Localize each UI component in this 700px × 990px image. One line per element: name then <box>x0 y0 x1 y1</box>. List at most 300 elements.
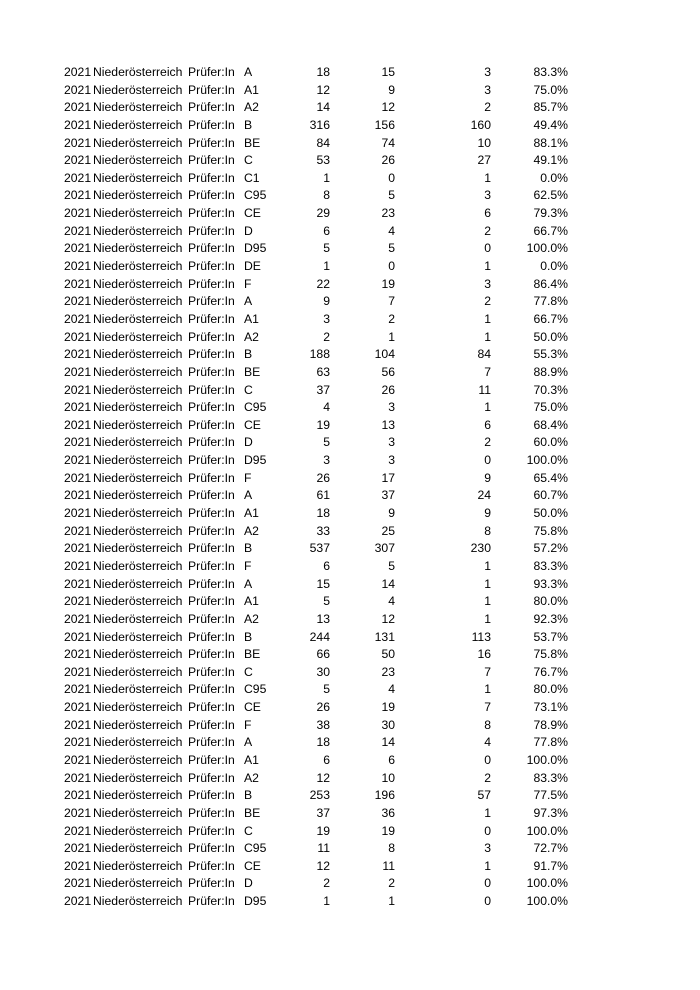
passed-count-cell: 5 <box>388 558 395 573</box>
region-cell: Niederösterreich <box>93 329 183 344</box>
failed-count-cell: 0 <box>484 823 491 838</box>
region-cell: Niederösterreich <box>93 488 183 503</box>
licence-class-cell: B <box>244 629 253 644</box>
passed-count-cell: 14 <box>381 735 395 750</box>
total-count-cell: 5 <box>323 435 330 450</box>
licence-class-cell: F <box>244 276 252 291</box>
region-cell: Niederösterreich <box>93 611 183 626</box>
table-row <box>0 734 700 752</box>
role-cell: Prüfer:In <box>188 664 235 679</box>
region-cell: Niederösterreich <box>93 135 183 150</box>
passed-count-cell: 15 <box>381 65 395 79</box>
year-cell: 2021 <box>64 841 92 856</box>
year-cell: 2021 <box>64 347 92 362</box>
passed-count-cell: 30 <box>381 717 395 732</box>
passed-count-cell: 17 <box>381 470 395 485</box>
table-row <box>0 593 700 611</box>
table-row <box>0 505 700 523</box>
role-cell: Prüfer:In <box>188 223 235 238</box>
region-cell: Niederösterreich <box>93 382 183 397</box>
table-row <box>0 558 700 576</box>
region-cell: Niederösterreich <box>93 65 183 79</box>
pass-rate-cell: 97.3% <box>533 805 568 820</box>
table-row <box>0 629 700 647</box>
failed-count-cell: 7 <box>484 700 491 715</box>
table-row <box>0 523 700 541</box>
total-count-cell: 8 <box>323 188 330 203</box>
year-cell: 2021 <box>64 170 92 185</box>
total-count-cell: 66 <box>316 647 330 662</box>
failed-count-cell: 27 <box>477 153 491 168</box>
table-row <box>0 646 700 664</box>
pass-rate-cell: 88.9% <box>533 364 568 379</box>
total-count-cell: 84 <box>316 135 330 150</box>
failed-count-cell: 3 <box>484 65 491 79</box>
pass-rate-cell: 53.7% <box>533 629 568 644</box>
role-cell: Prüfer:In <box>188 770 235 785</box>
passed-count-cell: 50 <box>381 647 395 662</box>
total-count-cell: 37 <box>316 805 330 820</box>
year-cell: 2021 <box>64 488 92 503</box>
licence-class-cell: A1 <box>244 594 259 609</box>
table-row <box>0 293 700 311</box>
role-cell: Prüfer:In <box>188 558 235 573</box>
table-row <box>0 823 700 841</box>
pass-rate-cell: 72.7% <box>533 841 568 856</box>
role-cell: Prüfer:In <box>188 576 235 591</box>
table-row <box>0 840 700 858</box>
region-cell: Niederösterreich <box>93 311 183 326</box>
failed-count-cell: 6 <box>484 206 491 221</box>
year-cell: 2021 <box>64 364 92 379</box>
failed-count-cell: 9 <box>484 470 491 485</box>
year-cell: 2021 <box>64 788 92 803</box>
year-cell: 2021 <box>64 752 92 767</box>
role-cell: Prüfer:In <box>188 329 235 344</box>
passed-count-cell: 19 <box>381 823 395 838</box>
total-count-cell: 26 <box>316 470 330 485</box>
passed-count-cell: 307 <box>374 541 395 556</box>
total-count-cell: 13 <box>316 611 330 626</box>
total-count-cell: 33 <box>316 523 330 538</box>
total-count-cell: 5 <box>323 241 330 256</box>
passed-count-cell: 6 <box>388 752 395 767</box>
failed-count-cell: 8 <box>484 523 491 538</box>
total-count-cell: 3 <box>323 453 330 468</box>
table-row <box>0 346 700 364</box>
year-cell: 2021 <box>64 735 92 750</box>
licence-class-cell: D95 <box>244 453 267 468</box>
region-cell: Niederösterreich <box>93 894 183 909</box>
failed-count-cell: 1 <box>484 576 491 591</box>
region-cell: Niederösterreich <box>93 470 183 485</box>
year-cell: 2021 <box>64 594 92 609</box>
pass-rate-cell: 100.0% <box>526 876 568 891</box>
total-count-cell: 61 <box>316 488 330 503</box>
region-cell: Niederösterreich <box>93 858 183 873</box>
table-row <box>0 170 700 188</box>
passed-count-cell: 13 <box>381 417 395 432</box>
year-cell: 2021 <box>64 629 92 644</box>
year-cell: 2021 <box>64 117 92 132</box>
licence-class-cell: C <box>244 823 253 838</box>
table-row <box>0 399 700 417</box>
pass-rate-cell: 93.3% <box>533 576 568 591</box>
year-cell: 2021 <box>64 823 92 838</box>
licence-class-cell: C95 <box>244 841 267 856</box>
licence-class-cell: C95 <box>244 400 267 415</box>
pass-rate-cell: 80.0% <box>533 682 568 697</box>
year-cell: 2021 <box>64 241 92 256</box>
total-count-cell: 19 <box>316 417 330 432</box>
passed-count-cell: 4 <box>388 223 395 238</box>
region-cell: Niederösterreich <box>93 400 183 415</box>
passed-count-cell: 10 <box>381 770 395 785</box>
year-cell: 2021 <box>64 311 92 326</box>
table-row <box>0 99 700 117</box>
table-row <box>0 540 700 558</box>
passed-count-cell: 7 <box>388 294 395 309</box>
region-cell: Niederösterreich <box>93 841 183 856</box>
licence-class-cell: B <box>244 788 253 803</box>
pass-rate-cell: 75.0% <box>533 400 568 415</box>
licence-class-cell: A <box>244 735 253 750</box>
passed-count-cell: 19 <box>381 276 395 291</box>
role-cell: Prüfer:In <box>188 82 235 97</box>
total-count-cell: 4 <box>323 400 330 415</box>
failed-count-cell: 1 <box>484 311 491 326</box>
licence-class-cell: A2 <box>244 329 259 344</box>
total-count-cell: 1 <box>323 894 330 909</box>
failed-count-cell: 1 <box>484 805 491 820</box>
region-cell: Niederösterreich <box>93 294 183 309</box>
total-count-cell: 30 <box>316 664 330 679</box>
failed-count-cell: 160 <box>470 117 491 132</box>
table-row <box>0 770 700 788</box>
failed-count-cell: 16 <box>477 647 491 662</box>
passed-count-cell: 9 <box>388 506 395 521</box>
failed-count-cell: 2 <box>484 100 491 115</box>
year-cell: 2021 <box>64 435 92 450</box>
region-cell: Niederösterreich <box>93 453 183 468</box>
failed-count-cell: 84 <box>477 347 491 362</box>
passed-count-cell: 23 <box>381 206 395 221</box>
pass-rate-cell: 83.3% <box>533 770 568 785</box>
total-count-cell: 3 <box>323 311 330 326</box>
passed-count-cell: 3 <box>388 453 395 468</box>
licence-class-cell: F <box>244 470 252 485</box>
pass-rate-cell: 100.0% <box>526 453 568 468</box>
role-cell: Prüfer:In <box>188 858 235 873</box>
failed-count-cell: 230 <box>470 541 491 556</box>
total-count-cell: 253 <box>309 788 330 803</box>
role-cell: Prüfer:In <box>188 894 235 909</box>
year-cell: 2021 <box>64 470 92 485</box>
region-cell: Niederösterreich <box>93 788 183 803</box>
year-cell: 2021 <box>64 382 92 397</box>
region-cell: Niederösterreich <box>93 805 183 820</box>
passed-count-cell: 26 <box>381 153 395 168</box>
role-cell: Prüfer:In <box>188 400 235 415</box>
failed-count-cell: 3 <box>484 82 491 97</box>
year-cell: 2021 <box>64 294 92 309</box>
total-count-cell: 18 <box>316 735 330 750</box>
role-cell: Prüfer:In <box>188 417 235 432</box>
failed-count-cell: 1 <box>484 400 491 415</box>
total-count-cell: 188 <box>309 347 330 362</box>
passed-count-cell: 3 <box>388 435 395 450</box>
pass-rate-cell: 50.0% <box>533 506 568 521</box>
passed-count-cell: 56 <box>381 364 395 379</box>
table-row <box>0 470 700 488</box>
year-cell: 2021 <box>64 135 92 150</box>
total-count-cell: 11 <box>317 841 330 856</box>
failed-count-cell: 0 <box>484 894 491 909</box>
pass-rate-cell: 100.0% <box>526 823 568 838</box>
total-count-cell: 537 <box>309 541 330 556</box>
data-table <box>0 64 700 911</box>
role-cell: Prüfer:In <box>188 311 235 326</box>
failed-count-cell: 1 <box>484 594 491 609</box>
pass-rate-cell: 92.3% <box>533 611 568 626</box>
licence-class-cell: A1 <box>244 311 259 326</box>
passed-count-cell: 1 <box>388 894 395 909</box>
licence-class-cell: A2 <box>244 523 259 538</box>
total-count-cell: 5 <box>323 682 330 697</box>
table-row <box>0 417 700 435</box>
role-cell: Prüfer:In <box>188 435 235 450</box>
year-cell: 2021 <box>64 576 92 591</box>
region-cell: Niederösterreich <box>93 876 183 891</box>
licence-class-cell: A <box>244 576 253 591</box>
region-cell: Niederösterreich <box>93 188 183 203</box>
total-count-cell: 38 <box>316 717 330 732</box>
passed-count-cell: 8 <box>388 841 395 856</box>
failed-count-cell: 57 <box>477 788 491 803</box>
pass-rate-cell: 49.1% <box>533 153 568 168</box>
licence-class-cell: D <box>244 435 253 450</box>
role-cell: Prüfer:In <box>188 294 235 309</box>
total-count-cell: 29 <box>316 206 330 221</box>
table-row <box>0 223 700 241</box>
total-count-cell: 6 <box>323 558 330 573</box>
pass-rate-cell: 50.0% <box>533 329 568 344</box>
total-count-cell: 1 <box>323 259 330 274</box>
passed-count-cell: 4 <box>388 682 395 697</box>
licence-class-cell: BE <box>244 135 261 150</box>
total-count-cell: 244 <box>309 629 330 644</box>
year-cell: 2021 <box>64 188 92 203</box>
role-cell: Prüfer:In <box>188 259 235 274</box>
total-count-cell: 1 <box>323 170 330 185</box>
region-cell: Niederösterreich <box>93 153 183 168</box>
total-count-cell: 9 <box>323 294 330 309</box>
passed-count-cell: 4 <box>388 594 395 609</box>
passed-count-cell: 196 <box>374 788 395 803</box>
pass-rate-cell: 65.4% <box>533 470 568 485</box>
year-cell: 2021 <box>64 858 92 873</box>
year-cell: 2021 <box>64 276 92 291</box>
passed-count-cell: 12 <box>381 100 395 115</box>
licence-class-cell: A1 <box>244 82 259 97</box>
role-cell: Prüfer:In <box>188 735 235 750</box>
role-cell: Prüfer:In <box>188 823 235 838</box>
role-cell: Prüfer:In <box>188 611 235 626</box>
table-row <box>0 311 700 329</box>
pass-rate-cell: 88.1% <box>533 135 568 150</box>
total-count-cell: 2 <box>323 876 330 891</box>
failed-count-cell: 7 <box>484 664 491 679</box>
role-cell: Prüfer:In <box>188 153 235 168</box>
failed-count-cell: 2 <box>484 223 491 238</box>
year-cell: 2021 <box>64 329 92 344</box>
role-cell: Prüfer:In <box>188 752 235 767</box>
role-cell: Prüfer:In <box>188 364 235 379</box>
table-row <box>0 611 700 629</box>
year-cell: 2021 <box>64 700 92 715</box>
pass-rate-cell: 80.0% <box>533 594 568 609</box>
role-cell: Prüfer:In <box>188 453 235 468</box>
total-count-cell: 2 <box>323 329 330 344</box>
role-cell: Prüfer:In <box>188 717 235 732</box>
total-count-cell: 12 <box>316 770 330 785</box>
failed-count-cell: 0 <box>484 453 491 468</box>
licence-class-cell: BE <box>244 364 261 379</box>
licence-class-cell: B <box>244 541 253 556</box>
region-cell: Niederösterreich <box>93 700 183 715</box>
year-cell: 2021 <box>64 417 92 432</box>
role-cell: Prüfer:In <box>188 647 235 662</box>
passed-count-cell: 12 <box>381 611 395 626</box>
passed-count-cell: 156 <box>374 117 395 132</box>
passed-count-cell: 19 <box>381 700 395 715</box>
table-row <box>0 364 700 382</box>
region-cell: Niederösterreich <box>93 170 183 185</box>
failed-count-cell: 0 <box>484 752 491 767</box>
role-cell: Prüfer:In <box>188 206 235 221</box>
year-cell: 2021 <box>64 558 92 573</box>
pass-rate-cell: 57.2% <box>533 541 568 556</box>
region-cell: Niederösterreich <box>93 347 183 362</box>
failed-count-cell: 6 <box>484 417 491 432</box>
licence-class-cell: F <box>244 717 252 732</box>
table-row <box>0 717 700 735</box>
role-cell: Prüfer:In <box>188 65 235 79</box>
failed-count-cell: 3 <box>484 841 491 856</box>
region-cell: Niederösterreich <box>93 558 183 573</box>
table-row <box>0 205 700 223</box>
region-cell: Niederösterreich <box>93 629 183 644</box>
table-row <box>0 187 700 205</box>
failed-count-cell: 3 <box>484 276 491 291</box>
role-cell: Prüfer:In <box>188 788 235 803</box>
region-cell: Niederösterreich <box>93 770 183 785</box>
failed-count-cell: 0 <box>484 241 491 256</box>
licence-class-cell: DE <box>244 259 261 274</box>
total-count-cell: 12 <box>316 82 330 97</box>
region-cell: Niederösterreich <box>93 417 183 432</box>
table-row <box>0 276 700 294</box>
table-row <box>0 64 700 82</box>
role-cell: Prüfer:In <box>188 541 235 556</box>
role-cell: Prüfer:In <box>188 876 235 891</box>
year-cell: 2021 <box>64 400 92 415</box>
region-cell: Niederösterreich <box>93 223 183 238</box>
pass-rate-cell: 77.5% <box>533 788 568 803</box>
licence-class-cell: B <box>244 347 253 362</box>
region-cell: Niederösterreich <box>93 206 183 221</box>
failed-count-cell: 1 <box>484 611 491 626</box>
year-cell: 2021 <box>64 523 92 538</box>
role-cell: Prüfer:In <box>188 682 235 697</box>
region-cell: Niederösterreich <box>93 241 183 256</box>
role-cell: Prüfer:In <box>188 276 235 291</box>
passed-count-cell: 26 <box>381 382 395 397</box>
failed-count-cell: 10 <box>477 135 491 150</box>
licence-class-cell: A2 <box>244 770 259 785</box>
table-row <box>0 258 700 276</box>
year-cell: 2021 <box>64 647 92 662</box>
passed-count-cell: 2 <box>388 311 395 326</box>
passed-count-cell: 23 <box>381 664 395 679</box>
failed-count-cell: 0 <box>484 876 491 891</box>
failed-count-cell: 4 <box>484 735 491 750</box>
passed-count-cell: 74 <box>381 135 395 150</box>
licence-class-cell: C <box>244 153 253 168</box>
table-row <box>0 805 700 823</box>
region-cell: Niederösterreich <box>93 594 183 609</box>
passed-count-cell: 14 <box>381 576 395 591</box>
region-cell: Niederösterreich <box>93 717 183 732</box>
table-row <box>0 452 700 470</box>
role-cell: Prüfer:In <box>188 629 235 644</box>
region-cell: Niederösterreich <box>93 735 183 750</box>
region-cell: Niederösterreich <box>93 276 183 291</box>
pass-rate-cell: 83.3% <box>533 65 568 79</box>
year-cell: 2021 <box>64 259 92 274</box>
total-count-cell: 12 <box>316 858 330 873</box>
year-cell: 2021 <box>64 717 92 732</box>
role-cell: Prüfer:In <box>188 100 235 115</box>
total-count-cell: 18 <box>316 65 330 79</box>
pass-rate-cell: 100.0% <box>526 752 568 767</box>
table-row <box>0 787 700 805</box>
region-cell: Niederösterreich <box>93 823 183 838</box>
licence-class-cell: CE <box>244 206 261 221</box>
table-row <box>0 858 700 876</box>
pass-rate-cell: 79.3% <box>533 206 568 221</box>
role-cell: Prüfer:In <box>188 506 235 521</box>
year-cell: 2021 <box>64 82 92 97</box>
total-count-cell: 316 <box>309 117 330 132</box>
region-cell: Niederösterreich <box>93 82 183 97</box>
pass-rate-cell: 77.8% <box>533 735 568 750</box>
passed-count-cell: 11 <box>382 858 395 873</box>
total-count-cell: 6 <box>323 223 330 238</box>
total-count-cell: 15 <box>316 576 330 591</box>
year-cell: 2021 <box>64 506 92 521</box>
table-row <box>0 82 700 100</box>
failed-count-cell: 1 <box>484 259 491 274</box>
licence-class-cell: BE <box>244 805 261 820</box>
pass-rate-cell: 60.0% <box>533 435 568 450</box>
pass-rate-cell: 68.4% <box>533 417 568 432</box>
pass-rate-cell: 73.1% <box>533 700 568 715</box>
licence-class-cell: A <box>244 488 253 503</box>
table-row <box>0 487 700 505</box>
year-cell: 2021 <box>64 682 92 697</box>
licence-class-cell: CE <box>244 858 261 873</box>
